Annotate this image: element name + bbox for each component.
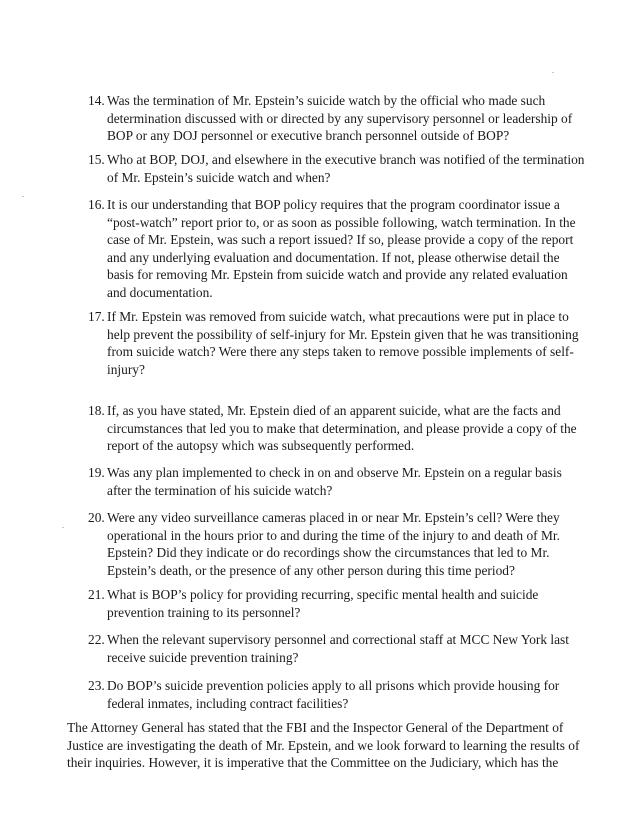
question-number: 17. [88, 309, 105, 324]
question-number: 16. [88, 197, 105, 212]
question-text: It is our understanding that BOP policy requires that the program coordinator issue a “post-watch” report prior to, or as soon as possible following, watch termination. In the case of Mr. Epstein, was such a report issued? If so, please provide a copy of the report and any underlying evaluation and documentation. If not, please otherwise detail the basis for removing Mr. Epstein from suicide watch and provide any related evaluation and documentation. [107, 197, 576, 300]
question-number: 21. [88, 587, 105, 602]
question-22 [88, 631, 588, 666]
question-18 [88, 402, 588, 455]
question-text: Was any plan implemented to check in on and observe Mr. Epstein on a regular basis after the termination of his suicide watch? [107, 465, 562, 498]
question-number: 15. [88, 152, 105, 167]
question-number: 20. [88, 510, 105, 525]
question-number: 14. [88, 93, 105, 108]
question-23 [88, 677, 588, 712]
question-14 [88, 92, 588, 145]
closing-paragraph: The Attorney General has stated that the FBI and the Inspector General of the Department of Justice are investigating the death of Mr. Epstein, and we look forward to learning the results of their inquiries. However, it is imperative that the Committee on the Judiciary, which has the [67, 720, 580, 770]
question-text: Who at BOP, DOJ, and elsewhere in the executive branch was notified of the termination of Mr. Epstein’s suicide watch and when? [107, 152, 585, 185]
question-number: 23. [88, 678, 105, 693]
scan-speck [552, 72, 554, 73]
question-text: If Mr. Epstein was removed from suicide watch, what precautions were put in place to help prevent the possibility of self-injury for Mr. Epstein given that he was transitioning from suicide watch? Were there any steps taken to remove possible implements of self-injury? [107, 309, 579, 377]
question-21 [88, 586, 588, 621]
question-number: 19. [88, 465, 105, 480]
question-text: What is BOP’s policy for providing recurring, specific mental health and suicide prevention training to its personnel? [107, 587, 539, 620]
question-number: 18. [88, 403, 105, 418]
question-16 [88, 196, 588, 301]
question-19 [88, 464, 588, 499]
question-17 [88, 308, 588, 378]
question-number: 22. [88, 632, 105, 647]
question-text: Do BOP’s suicide prevention policies apply to all prisons which provide housing for federal inmates, including contract facilities? [107, 678, 560, 711]
question-text: If, as you have stated, Mr. Epstein died of an apparent suicide, what are the facts and circumstances that led you to make that determination, and please provide a copy of the report of the autopsy which was subsequently performed. [107, 403, 577, 453]
question-20 [88, 509, 588, 579]
question-15 [88, 151, 588, 186]
scan-speck [22, 196, 24, 197]
question-text: Were any video surveillance cameras placed in or near Mr. Epstein’s cell? Were they operational in the hours prior to and during the time of the injury to and death of Mr. Epstein? Did they indicate or do recordings show the circumstances that led to Mr. Epstein’s death, or the presence of any other person during this time period? [107, 510, 560, 578]
question-text: Was the termination of Mr. Epstein’s suicide watch by the official who made such determination discussed with or directed by any supervisory personnel or leadership of BOP or any DOJ personnel or executive branch personnel outside of BOP? [107, 93, 573, 143]
scan-speck [62, 527, 64, 528]
question-text: When the relevant supervisory personnel and correctional staff at MCC New York last receive suicide prevention training? [107, 632, 569, 665]
